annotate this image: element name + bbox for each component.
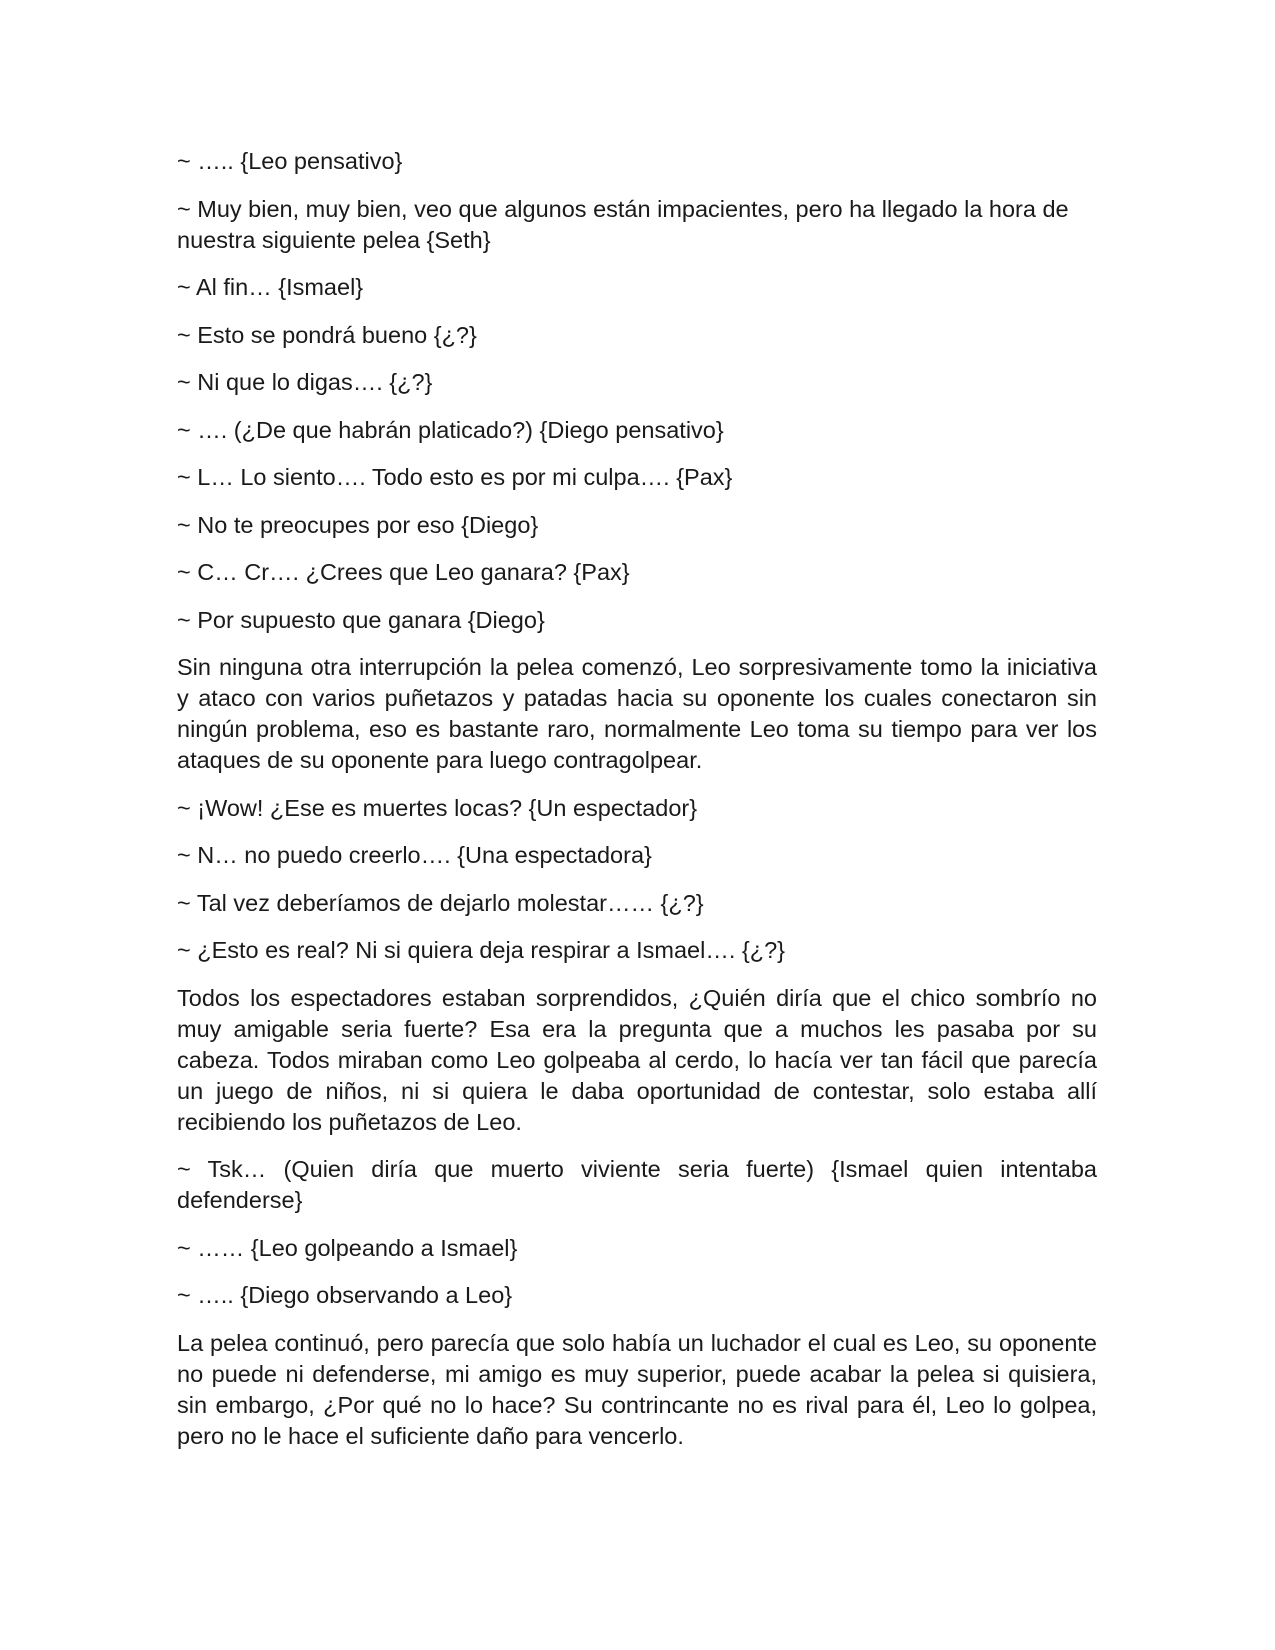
dialogue-line: ~ Tsk… (Quien diría que muerto viviente seria fuerte) {Ismael quien intentaba defenderse} — [177, 1156, 1097, 1213]
dialogue-line: ~ Por supuesto que ganara {Diego} — [177, 606, 545, 633]
dialogue-line: ~ N… no puedo creerlo…. {Una espectadora} — [177, 842, 652, 868]
dialogue-line: ~ Al fin… {Ismael} — [177, 274, 364, 300]
dialogue-line: ~ Tal vez deberíamos de dejarlo molestar…… {¿?} — [177, 889, 704, 916]
dialogue-line: ~ No te preocupes por eso {Diego} — [177, 511, 539, 538]
dialogue-line: ~ Esto se pondrá bueno {¿?} — [177, 321, 477, 348]
dialogue-line: ~ …. (¿De que habrán platicado?) {Diego pensativo} — [177, 416, 724, 443]
dialogue-line: ~ ….. {Leo pensativo} — [177, 148, 403, 174]
narration-paragraph: La pelea continuó, pero parecía que solo había un luchador el cual es Leo, su oponente no puede ni defenderse, mi amigo es muy superior, puede acabar la pelea si quisiera, sin embargo, ¿Por qué no lo hace? Su contrincante no es rival para él, Leo lo golpea, pero no le hace el suficiente daño para vencerlo. — [177, 1329, 1097, 1449]
narration-paragraph: Sin ninguna otra interrupción la pelea comenzó, Leo sorpresivamente tomo la iniciativa y ataco con varios puñetazos y patadas hacia su oponente los cuales conectaron sin ningún problema, eso es bastante raro, normalmente Leo toma su tiempo para ver los ataques de su oponente para luego contragolpear. — [177, 654, 1097, 773]
dialogue-line: ~ Ni que lo digas…. {¿?} — [177, 369, 433, 395]
dialogue-line: ~ ¿Esto es real? Ni si quiera deja respirar a Ismael…. {¿?} — [177, 937, 786, 963]
dialogue-line: ~ ….. {Diego observando a Leo} — [177, 1282, 513, 1308]
dialogue-line: ~ …… {Leo golpeando a Ismael} — [177, 1234, 518, 1261]
text-column — [177, 146, 1097, 1468]
dialogue-line: ~ Muy bien, muy bien, veo que algunos están impacientes, pero ha llegado la hora de nuestra siguiente pelea {Seth} — [177, 195, 1069, 253]
dialogue-line: ~ C… Cr…. ¿Crees que Leo ganara? {Pax} — [177, 559, 630, 585]
narration-paragraph: Todos los espectadores estaban sorprendidos, ¿Quién diría que el chico sombrío no muy amigable seria fuerte? Esa era la pregunta que a muchos les pasaba por su cabeza. Todos miraban como Leo golpeaba al cerdo, lo hacía ver tan fácil que parecía un juego de niños, ni si quiera le daba oportunidad de contestar, solo estaba allí recibiendo los puñetazos de Leo. — [177, 984, 1097, 1135]
dialogue-line: ~ L… Lo siento…. Todo esto es por mi culpa…. {Pax} — [177, 464, 733, 490]
dialogue-line: ~ ¡Wow! ¿Ese es muertes locas? {Un espectador} — [177, 794, 698, 821]
